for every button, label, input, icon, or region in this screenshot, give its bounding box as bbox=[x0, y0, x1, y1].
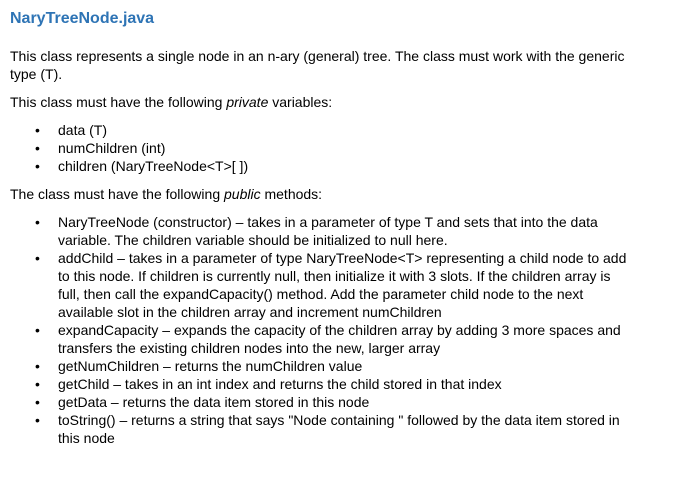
list-item bbox=[35, 321, 633, 357]
variables-heading bbox=[10, 93, 633, 111]
list-item bbox=[35, 139, 633, 157]
bullet-icon: • bbox=[35, 122, 40, 138]
list-item bbox=[35, 121, 633, 139]
bullet-icon: • bbox=[35, 140, 40, 156]
method-text: getData – returns the data item stored in this node bbox=[58, 394, 370, 410]
list-item bbox=[35, 249, 633, 321]
methods-heading-after: methods: bbox=[260, 186, 323, 202]
bullet-icon: • bbox=[35, 376, 40, 392]
bullet-icon: • bbox=[35, 412, 40, 428]
methods-heading-emphasis: public bbox=[224, 186, 261, 202]
page-title: NaryTreeNode.java bbox=[10, 10, 155, 27]
bullet-icon: • bbox=[35, 214, 40, 230]
list-item bbox=[35, 375, 633, 393]
list-item bbox=[35, 411, 633, 447]
bullet-icon: • bbox=[35, 394, 40, 410]
method-text: getChild – takes in an int index and returns the child stored in that index bbox=[58, 376, 502, 392]
variables-list bbox=[10, 121, 633, 175]
variables-heading-after: variables: bbox=[268, 94, 333, 110]
methods-heading bbox=[10, 185, 633, 203]
bullet-icon: • bbox=[35, 250, 40, 266]
list-item bbox=[35, 213, 633, 249]
list-item bbox=[35, 393, 633, 411]
variables-heading-emphasis: private bbox=[226, 94, 269, 110]
method-text: addChild – takes in a parameter of type NaryTreeNode<T> representing a child node to add to this node. If children is currently null, then initialize it with 3 slots. If the children array is full, then call the expandCapacity() method. Add the parameter child node to the next available slot in the children array and increment numChildren bbox=[58, 250, 627, 320]
method-text: expandCapacity – expands the capacity of the children array by adding 3 more spaces and transfers the existing children nodes into the new, larger array bbox=[58, 322, 621, 356]
variable-text: data (T) bbox=[58, 122, 108, 138]
variable-text: children (NaryTreeNode<T>[ ]) bbox=[58, 158, 249, 174]
list-item bbox=[35, 157, 633, 175]
method-text: toString() – returns a string that says "Node containing " followed by the data item stored in this node bbox=[58, 412, 620, 446]
list-item bbox=[35, 357, 633, 375]
bullet-icon: • bbox=[35, 158, 40, 174]
method-text: getNumChildren – returns the numChildren value bbox=[58, 358, 363, 374]
variable-text: numChildren (int) bbox=[58, 140, 166, 156]
methods-heading-before: The class must have the following bbox=[10, 186, 224, 202]
bullet-icon: • bbox=[35, 358, 40, 374]
intro-paragraph: This class represents a single node in an n-ary (general) tree. The class must work with the generic type (T). bbox=[10, 48, 625, 82]
method-text: NaryTreeNode (constructor) – takes in a parameter of type T and sets that into the data variable. The children variable should be initialized to null here. bbox=[58, 214, 598, 248]
bullet-icon: • bbox=[35, 322, 40, 338]
variables-heading-before: This class must have the following bbox=[10, 94, 227, 110]
methods-list bbox=[10, 213, 633, 447]
